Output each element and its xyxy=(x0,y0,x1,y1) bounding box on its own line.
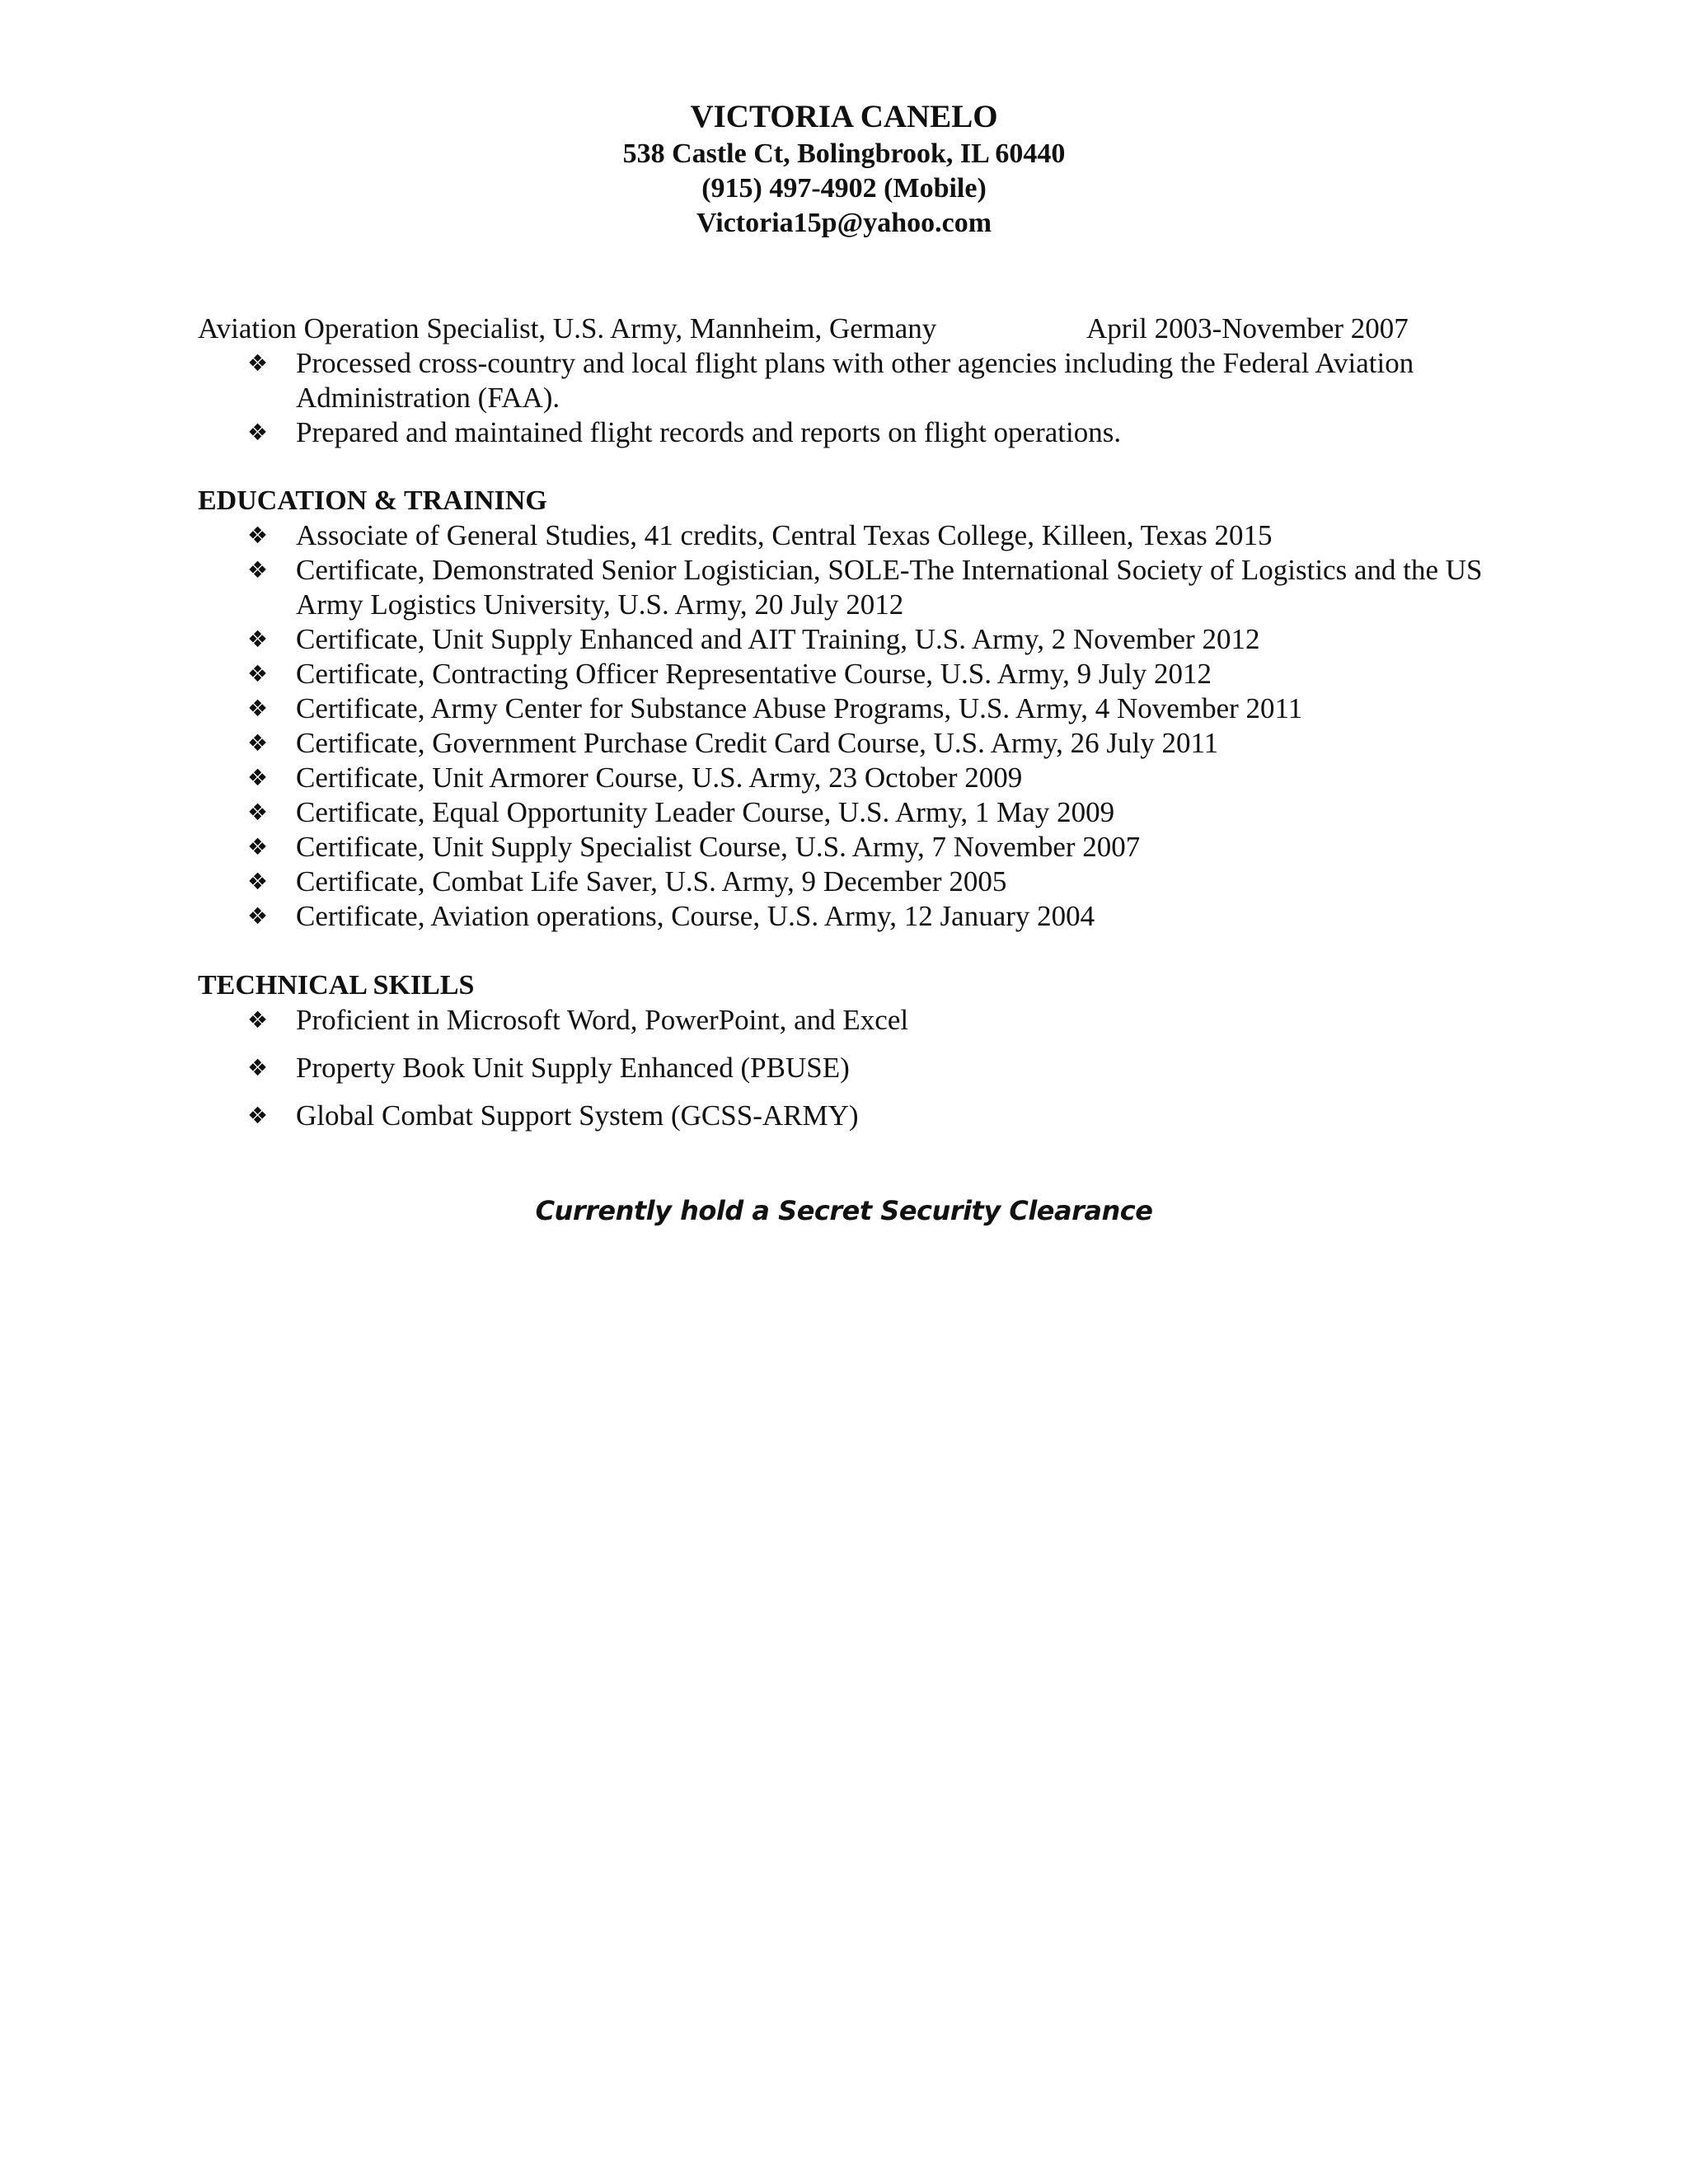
candidate-name: VICTORIA CANELO xyxy=(690,99,998,134)
experience-bullets xyxy=(198,346,1484,450)
clearance-note: Currently hold a Secret Security Clearance xyxy=(535,1195,1153,1226)
education-item-text: Certificate, Demonstrated Senior Logistician, SOLE-The International Society of Logistics and the US Army Logistics University, U.S. Army, 20 July 2012 xyxy=(296,554,1483,621)
skills-section xyxy=(198,968,1484,1146)
education-section xyxy=(198,484,1484,934)
education-item xyxy=(198,830,1484,865)
phone-line: (915) 497-4902 (Mobile) xyxy=(701,173,987,204)
resume-header xyxy=(0,97,1688,241)
education-item xyxy=(198,691,1484,726)
email-line: Victoria15p@yahoo.com xyxy=(696,208,992,238)
education-item xyxy=(198,553,1484,622)
skill-item xyxy=(198,1003,1484,1038)
address-line: 538 Castle Ct, Bolingbrook, IL 60440 xyxy=(622,138,1066,169)
skill-item xyxy=(198,1051,1484,1085)
education-item-text: Certificate, Government Purchase Credit Card Course, U.S. Army, 26 July 2011 xyxy=(296,727,1219,759)
education-item xyxy=(198,518,1484,553)
education-item-text: Certificate, Contracting Officer Representative Course, U.S. Army, 9 July 2012 xyxy=(296,658,1212,690)
diamond-bullet-icon: ❖ xyxy=(247,764,269,791)
diamond-bullet-icon: ❖ xyxy=(247,1054,269,1081)
diamond-bullet-icon: ❖ xyxy=(247,1006,269,1033)
education-item xyxy=(198,865,1484,899)
skill-item-text: Property Book Unit Supply Enhanced (PBUSE) xyxy=(296,1052,850,1084)
education-item-text: Certificate, Unit Armorer Course, U.S. Army, 23 October 2009 xyxy=(296,762,1023,794)
diamond-bullet-icon: ❖ xyxy=(247,522,269,549)
education-list xyxy=(198,518,1484,934)
diamond-bullet-icon: ❖ xyxy=(247,419,269,446)
job-entry xyxy=(198,312,1484,346)
education-item-text: Certificate, Unit Supply Enhanced and AIT Training, U.S. Army, 2 November 2012 xyxy=(296,623,1260,655)
skill-item-text: Proficient in Microsoft Word, PowerPoint, and Excel xyxy=(296,1004,909,1036)
diamond-bullet-icon: ❖ xyxy=(247,833,269,860)
diamond-bullet-icon: ❖ xyxy=(247,902,269,930)
diamond-bullet-icon: ❖ xyxy=(247,349,269,377)
diamond-bullet-icon: ❖ xyxy=(247,868,269,895)
experience-bullet xyxy=(198,415,1484,450)
education-item xyxy=(198,657,1484,691)
job-dates: April 2003-November 2007 xyxy=(1086,312,1409,344)
education-item-text: Certificate, Unit Supply Specialist Course, U.S. Army, 7 November 2007 xyxy=(296,831,1141,863)
education-item xyxy=(198,761,1484,795)
education-item xyxy=(198,726,1484,761)
education-item-text: Associate of General Studies, 41 credits, Central Texas College, Killeen, Texas 2015 xyxy=(296,519,1273,551)
education-item xyxy=(198,622,1484,657)
education-item-text: Certificate, Aviation operations, Course, U.S. Army, 12 January 2004 xyxy=(296,900,1095,932)
diamond-bullet-icon: ❖ xyxy=(247,799,269,826)
diamond-bullet-icon: ❖ xyxy=(247,1102,269,1129)
skills-list xyxy=(198,1003,1484,1133)
skill-item xyxy=(198,1099,1484,1133)
education-item-text: Certificate, Army Center for Substance Abuse Programs, U.S. Army, 4 November 2011 xyxy=(296,692,1303,724)
education-item xyxy=(198,795,1484,830)
education-heading: EDUCATION & TRAINING xyxy=(198,485,547,516)
diamond-bullet-icon: ❖ xyxy=(247,660,269,687)
diamond-bullet-icon: ❖ xyxy=(247,695,269,722)
diamond-bullet-icon: ❖ xyxy=(247,626,269,653)
experience-bullet-text: Processed cross-country and local flight plans with other agencies including the Federal Aviation Administration (FAA). xyxy=(296,347,1414,414)
education-item-text: Certificate, Equal Opportunity Leader Course, U.S. Army, 1 May 2009 xyxy=(296,796,1115,828)
job-title: Aviation Operation Specialist, U.S. Army, Mannheim, Germany xyxy=(198,312,937,344)
education-item-text: Certificate, Combat Life Saver, U.S. Army, 9 December 2005 xyxy=(296,865,1007,898)
skill-item-text: Global Combat Support System (GCSS-ARMY) xyxy=(296,1099,859,1132)
diamond-bullet-icon: ❖ xyxy=(247,556,269,583)
diamond-bullet-icon: ❖ xyxy=(247,729,269,757)
experience-bullet xyxy=(198,346,1484,415)
experience-section xyxy=(198,312,1484,450)
education-item xyxy=(198,899,1484,934)
experience-bullet-text: Prepared and maintained flight records and reports on flight operations. xyxy=(296,416,1122,448)
skills-heading: TECHNICAL SKILLS xyxy=(198,970,475,1001)
